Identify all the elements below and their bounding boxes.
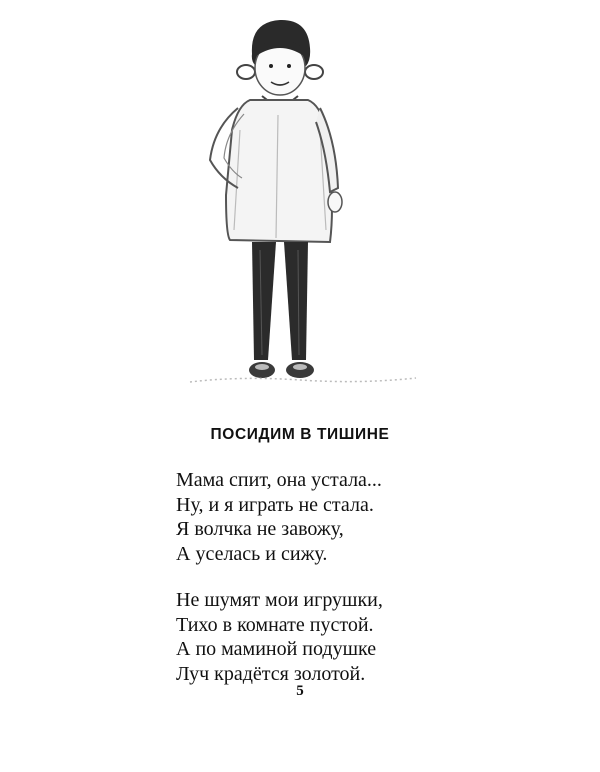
poem-stanza [176, 468, 383, 566]
poem-line: Мама спит, она устала... [176, 469, 382, 491]
poem-stanza [176, 588, 383, 686]
poem-line: А уселась и сижу. [176, 542, 328, 565]
poem-line: Ну, и я играть не стала. [176, 493, 374, 516]
poem-title: ПОСИДИМ В ТИШИНЕ [210, 426, 390, 443]
page-number: 5 [296, 683, 304, 699]
poem-line: Тихо в комнате пустой. [176, 613, 374, 636]
poem-body [176, 468, 383, 708]
girl-illustration [180, 10, 420, 395]
poem-line: Я волчка не завожу, [176, 518, 344, 540]
poem-line: Луч крадётся золотой. [176, 662, 366, 685]
poem-line: Не шумят мои игрушки, [176, 589, 383, 611]
poem-line: А по маминой подушке [176, 638, 377, 660]
